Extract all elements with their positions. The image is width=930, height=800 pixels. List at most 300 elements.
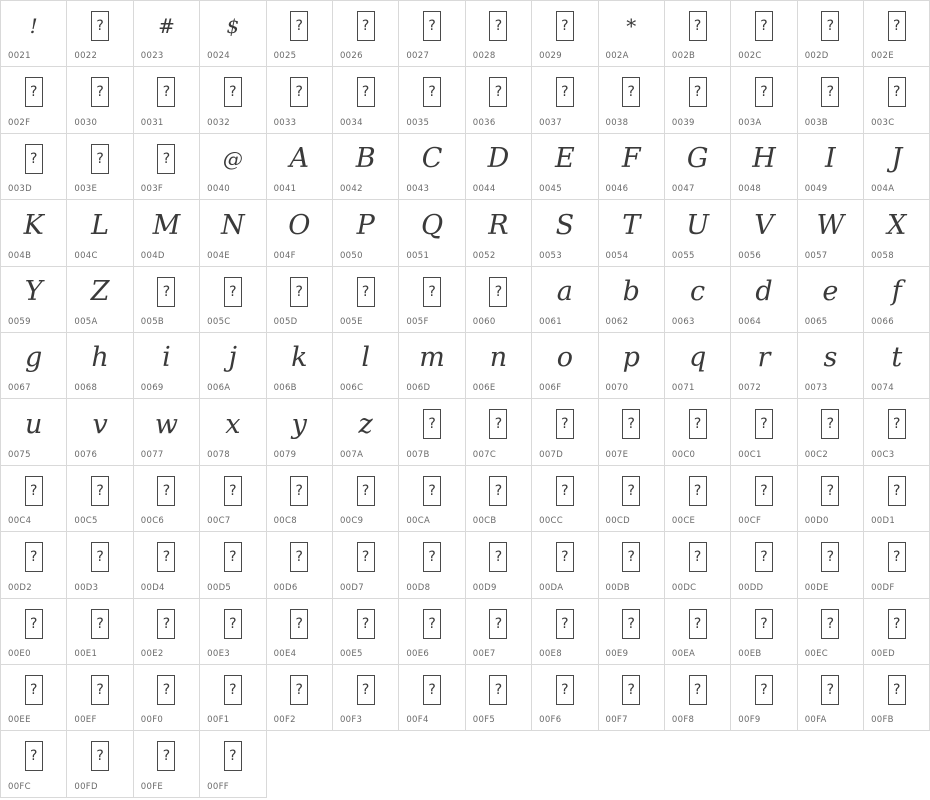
glyph-character: R [488,209,509,241]
glyph-cell[interactable] [134,134,200,200]
glyph-codepoint-label: 005D [273,316,298,327]
glyph-codepoint-label: 00ED [871,648,896,659]
missing-glyph-icon [224,77,242,107]
glyph-codepoint-label: 00CC [539,516,564,527]
glyph-cell[interactable] [200,67,266,133]
glyph-cell[interactable] [466,665,532,731]
missing-glyph-label: ? [162,615,171,632]
missing-glyph-icon [689,77,707,107]
glyph-codepoint-label: 00FC [8,781,31,792]
glyph-cell[interactable] [599,333,665,399]
glyph-cell[interactable] [200,665,266,731]
glyph-cell[interactable] [798,532,864,598]
glyph-cell[interactable] [665,267,731,333]
glyph-character: U [686,209,709,241]
glyph-cell[interactable] [399,134,465,200]
glyph-cell[interactable] [200,134,266,200]
glyph-cell[interactable] [1,599,67,665]
glyph-cell[interactable] [267,267,333,333]
glyph-cell[interactable] [267,532,333,598]
glyph-codepoint-label: 0055 [671,250,695,261]
glyph-cell[interactable] [67,665,133,731]
glyph-cell[interactable] [67,399,133,465]
glyph-cell[interactable] [267,1,333,67]
glyph-cell[interactable] [798,267,864,333]
glyph-cell[interactable] [267,333,333,399]
missing-glyph-icon [91,144,109,174]
glyph-cell[interactable] [267,466,333,532]
missing-glyph-icon [556,409,574,439]
missing-glyph-icon [157,675,175,705]
missing-glyph-label: ? [428,681,436,698]
missing-glyph-label: ? [893,416,901,433]
glyph-cell[interactable] [333,267,399,333]
glyph-cell[interactable] [1,267,67,333]
glyph-codepoint-label: 0054 [605,250,629,261]
glyph-cell[interactable] [200,532,266,598]
empty-cell [399,731,465,797]
missing-glyph-icon [357,476,375,506]
glyph-cell[interactable] [665,333,731,399]
glyph-cell[interactable] [200,1,266,67]
glyph-codepoint-label: 00FB [871,715,894,726]
glyph-codepoint-label: 0022 [74,51,98,62]
glyph-cell[interactable] [134,399,200,465]
glyph-character: P [356,209,375,241]
glyph-cell[interactable] [532,599,598,665]
missing-glyph-label: ? [760,416,768,433]
glyph-cell[interactable] [200,731,266,797]
glyph-cell[interactable] [731,466,797,532]
glyph-codepoint-label: 0057 [804,250,828,261]
glyph-cell[interactable] [731,267,797,333]
glyph-cell[interactable] [665,67,731,133]
missing-glyph-label: ? [229,84,237,101]
missing-glyph-icon [357,277,375,307]
glyph-cell[interactable] [599,399,665,465]
glyph-character: E [554,143,575,175]
glyph-cell[interactable] [333,134,399,200]
glyph-codepoint-label: 0044 [472,184,496,195]
glyph-cell[interactable] [532,67,598,133]
glyph-character: j [228,342,238,374]
glyph-cell[interactable] [864,267,930,333]
glyph-cell[interactable] [532,466,598,532]
glyph-codepoint-label: 00C5 [74,516,98,527]
glyph-cell[interactable] [798,399,864,465]
missing-glyph-label: ? [760,482,768,499]
missing-glyph-icon [357,542,375,572]
glyph-cell[interactable] [798,67,864,133]
glyph-character: ! [29,14,38,38]
glyph-character: g [25,342,43,374]
glyph-codepoint-label: 00CB [472,516,497,527]
glyph-codepoint-label: 00F5 [472,715,496,726]
glyph-cell[interactable] [599,1,665,67]
glyph-cell[interactable] [466,1,532,67]
missing-glyph-label: ? [361,84,370,101]
glyph-cell[interactable] [200,333,266,399]
glyph-character: f [891,276,902,308]
missing-glyph-icon [290,675,308,705]
glyph-codepoint-label: 00D9 [472,582,497,593]
glyph-cell[interactable] [466,333,532,399]
glyph-cell[interactable] [532,399,598,465]
glyph-cell[interactable] [267,67,333,133]
glyph-cell[interactable] [731,333,797,399]
glyph-codepoint-label: 0048 [738,184,762,195]
missing-glyph-label: ? [428,283,436,300]
missing-glyph-label: ? [428,416,436,433]
glyph-cell[interactable] [67,134,133,200]
glyph-cell[interactable] [599,532,665,598]
missing-glyph-icon [423,409,441,439]
glyph-cell[interactable] [399,333,465,399]
glyph-character: s [823,342,838,374]
glyph-cell[interactable] [1,731,67,797]
glyph-codepoint-label: 002B [671,51,696,62]
missing-glyph-label: ? [295,482,303,499]
missing-glyph-icon [755,11,773,41]
glyph-cell[interactable] [200,200,266,266]
missing-glyph-icon [25,144,43,174]
empty-cell [864,731,930,797]
missing-glyph-label: ? [494,84,503,101]
missing-glyph-label: ? [760,681,768,698]
glyph-character: W [816,209,845,241]
glyph-codepoint-label: 00DF [871,582,895,593]
glyph-cell[interactable] [67,333,133,399]
glyph-cell[interactable] [466,399,532,465]
glyph-cell[interactable] [67,67,133,133]
glyph-cell[interactable] [864,134,930,200]
glyph-cell[interactable] [67,1,133,67]
glyph-cell[interactable] [134,599,200,665]
glyph-cell[interactable] [864,399,930,465]
glyph-cell[interactable] [599,67,665,133]
missing-glyph-label: ? [295,681,303,698]
glyph-cell[interactable] [134,333,200,399]
glyph-cell[interactable] [267,134,333,200]
glyph-cell[interactable] [267,665,333,731]
glyph-cell[interactable] [466,599,532,665]
glyph-cell[interactable] [200,599,266,665]
glyph-cell[interactable] [466,532,532,598]
glyph-cell[interactable] [731,200,797,266]
glyph-character: u [25,408,43,440]
missing-glyph-label: ? [561,615,569,632]
glyph-cell[interactable] [798,200,864,266]
glyph-codepoint-label: 00FF [207,781,229,792]
glyph-cell[interactable] [864,532,930,598]
glyph-cell[interactable] [798,466,864,532]
missing-glyph-icon [157,741,175,771]
glyph-codepoint-label: 0052 [472,250,496,261]
glyph-cell[interactable] [1,532,67,598]
glyph-cell[interactable] [731,532,797,598]
glyph-codepoint-label: 0061 [539,316,562,327]
glyph-cell[interactable] [798,333,864,399]
glyph-cell[interactable] [665,1,731,67]
glyph-codepoint-label: 0053 [539,250,562,261]
glyph-codepoint-label: 00D4 [140,582,165,593]
glyph-codepoint-label: 00D2 [8,582,32,593]
missing-glyph-icon [821,409,839,439]
missing-glyph-icon [821,11,839,41]
glyph-cell[interactable] [466,200,532,266]
glyph-cell[interactable] [1,134,67,200]
missing-glyph-icon [224,476,242,506]
glyph-codepoint-label: 0059 [8,316,31,327]
missing-glyph-icon [290,11,308,41]
missing-glyph-icon [224,741,242,771]
missing-glyph-label: ? [893,615,901,632]
glyph-character: B [355,143,376,175]
glyph-cell[interactable] [200,466,266,532]
glyph-codepoint-label: 006E [472,383,496,394]
glyph-codepoint-label: 00E0 [8,648,31,659]
glyph-cell[interactable] [267,599,333,665]
glyph-cell[interactable] [466,466,532,532]
glyph-cell[interactable] [1,67,67,133]
glyph-cell[interactable] [665,134,731,200]
glyph-character: Y [24,276,43,308]
glyph-cell[interactable] [333,333,399,399]
glyph-codepoint-label: 0071 [671,383,695,394]
glyph-cell[interactable] [599,665,665,731]
glyph-cell[interactable] [1,399,67,465]
glyph-cell[interactable] [731,67,797,133]
glyph-codepoint-label: 00EF [74,715,97,726]
missing-glyph-icon [489,675,507,705]
glyph-cell[interactable] [532,134,598,200]
glyph-cell[interactable] [665,399,731,465]
glyph-cell[interactable] [399,1,465,67]
glyph-cell[interactable] [864,67,930,133]
glyph-cell[interactable] [67,200,133,266]
glyph-codepoint-label: 006B [273,383,297,394]
missing-glyph-icon [755,476,773,506]
missing-glyph-icon [25,476,43,506]
glyph-cell[interactable] [1,466,67,532]
glyph-cell[interactable] [599,466,665,532]
glyph-cell[interactable] [532,200,598,266]
glyph-cell[interactable] [665,532,731,598]
glyph-cell[interactable] [333,67,399,133]
glyph-codepoint-label: 0068 [74,383,98,394]
glyph-cell[interactable] [466,267,532,333]
missing-glyph-label: ? [96,549,104,566]
missing-glyph-label: ? [361,681,370,698]
missing-glyph-label: ? [760,615,768,632]
glyph-codepoint-label: 00E2 [140,648,164,659]
glyph-codepoint-label: 00D1 [871,516,896,527]
glyph-cell[interactable] [532,267,598,333]
glyph-cell[interactable] [134,731,200,797]
missing-glyph-icon [556,11,574,41]
glyph-cell[interactable] [665,466,731,532]
glyph-cell[interactable] [864,1,930,67]
glyph-cell[interactable] [599,267,665,333]
missing-glyph-icon [755,609,773,639]
missing-glyph-icon [91,476,109,506]
glyph-cell[interactable] [333,532,399,598]
glyph-cell[interactable] [200,399,266,465]
glyph-character: o [556,342,573,374]
glyph-character: q [688,342,707,374]
missing-glyph-label: ? [760,84,768,101]
glyph-codepoint-label: 004F [273,250,296,261]
glyph-codepoint-label: 007C [472,449,497,460]
glyph-codepoint-label: 00D5 [207,582,232,593]
missing-glyph-label: ? [693,18,702,34]
glyph-cell[interactable] [798,665,864,731]
glyph-character: M [152,209,181,241]
missing-glyph-label: ? [29,84,38,101]
glyph-cell[interactable] [731,1,797,67]
glyph-cell[interactable] [1,200,67,266]
glyph-cell[interactable] [466,134,532,200]
glyph-codepoint-label: 005B [140,316,165,327]
glyph-cell[interactable] [1,1,67,67]
glyph-cell[interactable] [67,532,133,598]
glyph-codepoint-label: 0046 [605,184,629,195]
glyph-cell[interactable] [864,333,930,399]
glyph-cell[interactable] [134,665,200,731]
glyph-cell[interactable] [599,200,665,266]
glyph-cell[interactable] [399,67,465,133]
missing-glyph-icon [290,476,308,506]
glyph-codepoint-label: 00E6 [406,648,430,659]
glyph-codepoint-label: 00D7 [339,582,364,593]
missing-glyph-icon [224,277,242,307]
glyph-cell[interactable] [267,200,333,266]
glyph-cell[interactable] [399,599,465,665]
glyph-cell[interactable] [665,599,731,665]
glyph-cell[interactable] [333,599,399,665]
glyph-codepoint-label: 00C9 [339,516,364,527]
missing-glyph-icon [357,11,375,41]
glyph-cell[interactable] [267,399,333,465]
glyph-cell[interactable] [798,1,864,67]
glyph-cell[interactable] [333,466,399,532]
glyph-cell[interactable] [333,1,399,67]
glyph-cell[interactable] [399,267,465,333]
glyph-cell[interactable] [532,532,598,598]
glyph-codepoint-label: 007B [406,449,430,460]
missing-glyph-label: ? [494,482,503,499]
glyph-character: D [487,143,510,175]
glyph-cell[interactable] [864,665,930,731]
glyph-cell[interactable] [399,532,465,598]
glyph-cell[interactable] [1,333,67,399]
glyph-cell[interactable] [864,599,930,665]
glyph-cell[interactable] [134,1,200,67]
glyph-cell[interactable] [399,665,465,731]
glyph-cell[interactable] [134,466,200,532]
glyph-cell[interactable] [864,466,930,532]
glyph-codepoint-label: 0066 [871,316,894,327]
glyph-cell[interactable] [333,200,399,266]
glyph-cell[interactable] [798,599,864,665]
glyph-character: X [887,209,907,241]
glyph-codepoint-label: 00D0 [804,516,829,527]
missing-glyph-label: ? [295,18,303,34]
missing-glyph-label: ? [693,84,702,101]
glyph-cell[interactable] [731,665,797,731]
missing-glyph-icon [157,609,175,639]
missing-glyph-label: ? [627,416,635,433]
missing-glyph-label: ? [96,748,104,765]
glyph-cell[interactable] [333,665,399,731]
glyph-codepoint-label: 0038 [605,117,629,128]
glyph-character: J [891,143,903,175]
glyph-cell[interactable] [134,67,200,133]
glyph-codepoint-label: 0026 [339,51,363,62]
missing-glyph-icon [556,542,574,572]
missing-glyph-icon [821,77,839,107]
glyph-codepoint-label: 0077 [140,449,164,460]
missing-glyph-label: ? [29,615,38,632]
glyph-cell[interactable] [134,200,200,266]
glyph-cell[interactable] [399,399,465,465]
glyph-character: y [291,408,307,440]
glyph-cell[interactable] [200,267,266,333]
missing-glyph-icon [423,11,441,41]
glyph-cell[interactable] [67,267,133,333]
missing-glyph-icon [157,476,175,506]
glyph-cell[interactable] [731,399,797,465]
glyph-cell[interactable] [798,134,864,200]
glyph-character: Q [420,209,444,241]
glyph-cell[interactable] [67,599,133,665]
glyph-cell[interactable] [67,731,133,797]
glyph-cell[interactable] [399,200,465,266]
glyph-cell[interactable] [665,665,731,731]
glyph-character: Z [90,276,110,308]
glyph-cell[interactable] [731,599,797,665]
glyph-codepoint-label: 00CA [406,516,431,527]
glyph-character: m [419,342,445,374]
glyph-cell[interactable] [532,1,598,67]
glyph-cell[interactable] [1,665,67,731]
glyph-cell[interactable] [864,200,930,266]
glyph-cell[interactable] [466,67,532,133]
glyph-character: p [622,342,640,374]
glyph-cell[interactable] [134,532,200,598]
glyph-codepoint-label: 0074 [871,383,894,394]
missing-glyph-icon [888,77,906,107]
missing-glyph-label: ? [893,681,901,698]
glyph-cell[interactable] [599,599,665,665]
glyph-cell[interactable] [134,267,200,333]
glyph-cell[interactable] [532,665,598,731]
glyph-codepoint-label: 004C [74,250,98,261]
glyph-codepoint-label: 00FE [140,781,164,792]
glyph-cell[interactable] [532,333,598,399]
missing-glyph-icon [157,144,175,174]
glyph-cell[interactable] [399,466,465,532]
glyph-character: a [556,276,573,308]
glyph-cell[interactable] [67,466,133,532]
missing-glyph-icon [157,77,175,107]
glyph-cell[interactable] [731,134,797,200]
glyph-cell[interactable] [665,200,731,266]
glyph-cell[interactable] [599,134,665,200]
glyph-codepoint-label: 004E [207,250,230,261]
missing-glyph-icon [689,675,707,705]
glyph-cell[interactable] [333,399,399,465]
